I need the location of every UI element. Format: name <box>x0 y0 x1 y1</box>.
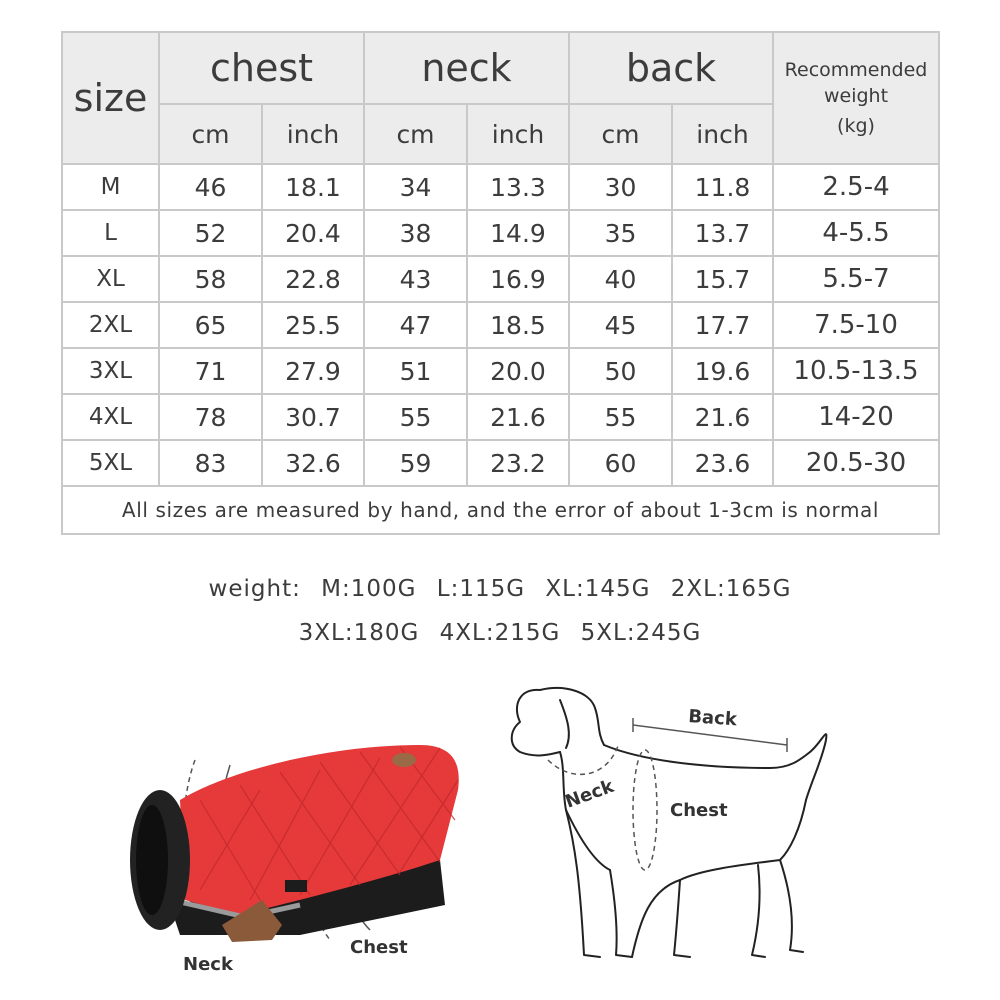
unit-header: inch <box>467 104 569 164</box>
size-row <box>62 164 939 210</box>
measurement-cell: 18.5 <box>467 302 569 348</box>
size-cell: XL <box>62 256 159 302</box>
measurement-cell: 52 <box>159 210 262 256</box>
recommended-weight-cell: 20.5-30 <box>773 440 939 486</box>
weight-label: weight: <box>208 576 301 602</box>
measurement-cell: 27.9 <box>262 348 364 394</box>
weight-value: M:100G <box>321 576 417 602</box>
weight-value: L:115G <box>436 576 526 602</box>
recommended-weight-cell: 10.5-13.5 <box>773 348 939 394</box>
recommended-weight-cell: 14-20 <box>773 394 939 440</box>
size-row <box>62 440 939 486</box>
note-row <box>62 486 939 534</box>
measurement-cell: 45 <box>569 302 672 348</box>
dog-back-label: Back <box>687 706 738 731</box>
size-cell: 4XL <box>62 394 159 440</box>
measurement-cell: 23.2 <box>467 440 569 486</box>
recommended-weight-header <box>773 32 939 164</box>
measurement-cell: 20.0 <box>467 348 569 394</box>
measurement-cell: 83 <box>159 440 262 486</box>
measurement-cell: 13.7 <box>672 210 773 256</box>
size-cell: M <box>62 164 159 210</box>
measurement-cell: 59 <box>364 440 467 486</box>
measurement-cell: 58 <box>159 256 262 302</box>
measurement-cell: 19.6 <box>672 348 773 394</box>
measurement-cell: 16.9 <box>467 256 569 302</box>
product-weight-line-2 <box>0 620 1000 646</box>
weight-value: 4XL:215G <box>439 620 561 646</box>
size-row <box>62 210 939 256</box>
jacket-chest-label: Chest <box>350 937 408 958</box>
chest-header: chest <box>159 32 364 104</box>
size-cell: 5XL <box>62 440 159 486</box>
measurement-cell: 38 <box>364 210 467 256</box>
size-row <box>62 302 939 348</box>
dog-outline-image <box>512 688 827 957</box>
measurement-cell: 11.8 <box>672 164 773 210</box>
back-header: back <box>569 32 773 104</box>
weight-value: 2XL:165G <box>670 576 792 602</box>
measurement-cell: 14.9 <box>467 210 569 256</box>
measurement-cell: 21.6 <box>672 394 773 440</box>
recommended-weight-cell: 7.5-10 <box>773 302 939 348</box>
measurement-cell: 65 <box>159 302 262 348</box>
unit-header: inch <box>262 104 364 164</box>
recommended-weight-cell: 4-5.5 <box>773 210 939 256</box>
measurement-cell: 46 <box>159 164 262 210</box>
measurement-cell: 51 <box>364 348 467 394</box>
measurement-cell: 60 <box>569 440 672 486</box>
unit-header: cm <box>159 104 262 164</box>
measurement-illustration <box>0 660 1000 1000</box>
measurement-cell: 25.5 <box>262 302 364 348</box>
measurement-cell: 32.6 <box>262 440 364 486</box>
jacket-neck-label: Neck <box>183 954 233 975</box>
measurement-cell: 21.6 <box>467 394 569 440</box>
measurement-cell: 17.7 <box>672 302 773 348</box>
weight-value: XL:145G <box>545 576 651 602</box>
measurement-cell: 18.1 <box>262 164 364 210</box>
size-row <box>62 256 939 302</box>
measurement-cell: 20.4 <box>262 210 364 256</box>
unit-header: cm <box>364 104 467 164</box>
measurement-cell: 22.8 <box>262 256 364 302</box>
recommended-weight-label: Recommended weight <box>784 59 928 107</box>
measurement-cell: 34 <box>364 164 467 210</box>
size-row <box>62 348 939 394</box>
unit-header: cm <box>569 104 672 164</box>
dog-neck-label: Neck <box>562 775 617 813</box>
unit-header: inch <box>672 104 773 164</box>
measurement-cell: 40 <box>569 256 672 302</box>
dog-chest-label: Chest <box>670 800 728 821</box>
measurement-cell: 55 <box>364 394 467 440</box>
dog-jacket-image <box>130 745 459 975</box>
recommended-weight-cell: 2.5-4 <box>773 164 939 210</box>
measurement-cell: 47 <box>364 302 467 348</box>
size-chart-table <box>61 31 940 535</box>
neck-header: neck <box>364 32 569 104</box>
size-header: size <box>62 32 159 164</box>
measurement-cell: 30.7 <box>262 394 364 440</box>
size-cell: L <box>62 210 159 256</box>
size-cell: 3XL <box>62 348 159 394</box>
measurement-cell: 55 <box>569 394 672 440</box>
table-body <box>62 164 939 486</box>
measurement-cell: 50 <box>569 348 672 394</box>
measurement-cell: 30 <box>569 164 672 210</box>
measurement-cell: 35 <box>569 210 672 256</box>
weight-value: 3XL:180G <box>298 620 420 646</box>
measurement-cell: 78 <box>159 394 262 440</box>
measurement-cell: 13.3 <box>467 164 569 210</box>
weight-value: 5XL:245G <box>580 620 702 646</box>
measurement-cell: 15.7 <box>672 256 773 302</box>
recommended-weight-unit: (kg) <box>837 115 875 137</box>
product-weight-line-1 <box>0 576 1000 602</box>
measurement-cell: 43 <box>364 256 467 302</box>
measurement-cell: 71 <box>159 348 262 394</box>
recommended-weight-cell: 5.5-7 <box>773 256 939 302</box>
size-row <box>62 394 939 440</box>
measurement-cell: 23.6 <box>672 440 773 486</box>
measurement-note: All sizes are measured by hand, and the error of about 1-3cm is normal <box>62 486 939 534</box>
size-cell: 2XL <box>62 302 159 348</box>
